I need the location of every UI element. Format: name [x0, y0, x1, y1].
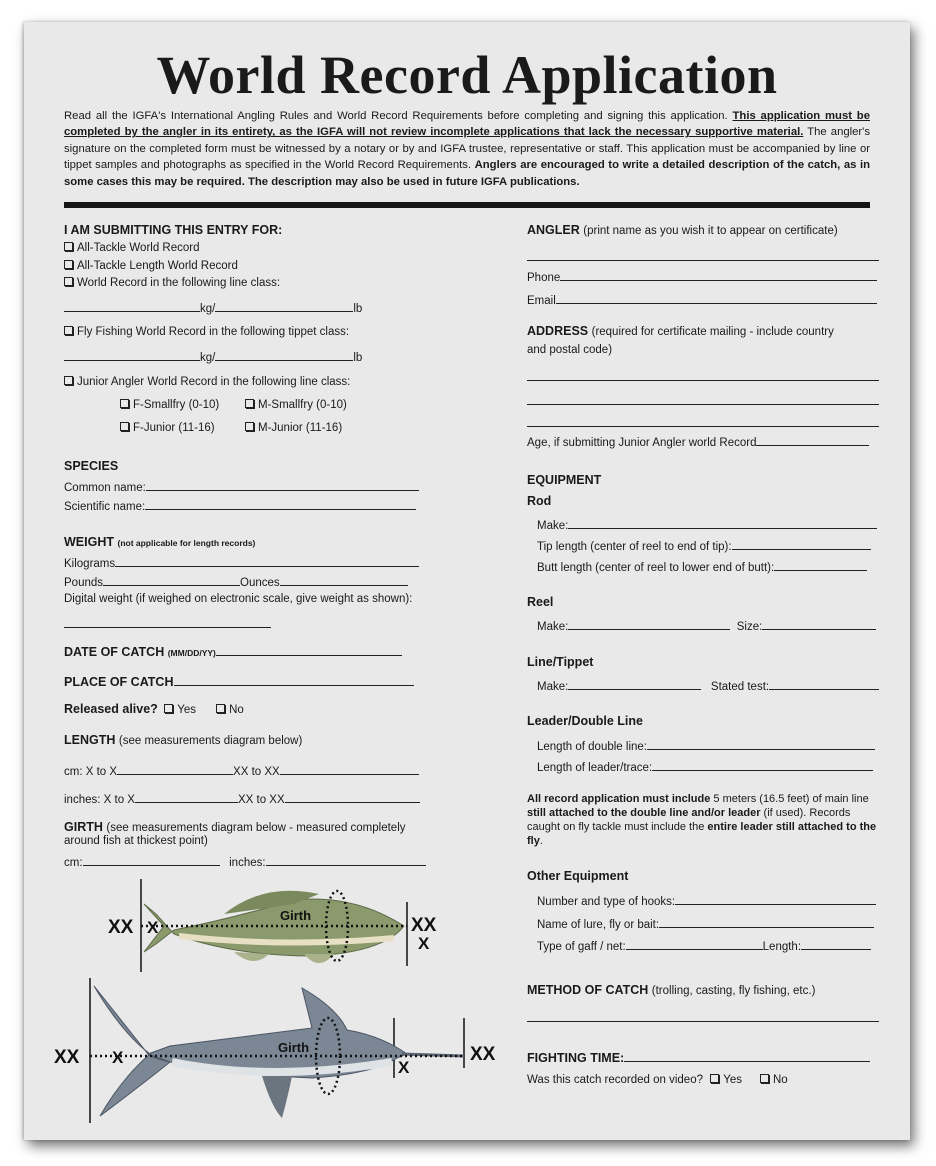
video-no-checkbox[interactable] [760, 1074, 769, 1083]
video-yes-checkbox[interactable] [710, 1074, 719, 1083]
fighting-time-field[interactable] [624, 1050, 870, 1062]
place-heading: PLACE OF CATCH [64, 675, 174, 689]
age-row [527, 434, 869, 449]
swordfish-icon [94, 986, 407, 1116]
rule-text-b: 5 meters (16.5 feet) of main line [710, 793, 869, 805]
tip-length-label: Tip length (center of reel to end of tip): [537, 541, 732, 553]
released-yes-checkbox[interactable] [164, 704, 173, 713]
rod-make-field[interactable] [568, 517, 877, 529]
tippet-lb-field[interactable] [215, 349, 353, 361]
lb-label: lb [353, 303, 363, 315]
bass-x-right-label: X [418, 934, 430, 953]
address-field-1[interactable] [527, 369, 879, 381]
girth-cm-field[interactable] [83, 854, 220, 866]
swordfish-pectoral-fin [262, 1076, 292, 1118]
line-tippet-heading: Line/Tippet [527, 655, 594, 669]
video-label: Was this catch recorded on video? [527, 1074, 703, 1086]
released-no-label: No [229, 704, 244, 716]
junior-m-junior[interactable] [245, 422, 342, 434]
kilograms-label: Kilograms [64, 558, 116, 570]
equipment-heading: EQUIPMENT [527, 473, 602, 487]
intro-text-2: This application must be completed by the angler in its entirety, as the IGFA will not review incomplete applications that lack the necessary supportive material. [64, 110, 870, 139]
address-line-1 [527, 369, 879, 384]
leader-heading: Leader/Double Line [527, 714, 643, 728]
weight-heading-text: WEIGHT [64, 535, 114, 549]
released-label: Released alive? [64, 702, 158, 716]
length-inches-row [64, 791, 420, 806]
bass-xx-left-label: XX [108, 917, 134, 938]
application-form [24, 22, 910, 1140]
option-label: F-Smallfry (0-10) [133, 399, 220, 411]
phone-label: Phone [527, 272, 561, 284]
pounds-field[interactable] [103, 574, 240, 586]
junior-f-junior[interactable] [120, 422, 215, 434]
species-heading: SPECIES [64, 459, 119, 473]
email-row [527, 292, 877, 307]
hooks-field[interactable] [675, 893, 876, 905]
address-line-2 [527, 393, 879, 408]
option-label: M-Smallfry (0-10) [258, 399, 347, 411]
swordfish-xx-right-label: XX [470, 1044, 496, 1065]
ounces-field[interactable] [280, 574, 408, 586]
address-field-2[interactable] [527, 393, 879, 405]
address-line-3 [527, 415, 879, 430]
common-name-label: Common name: [64, 482, 146, 494]
option-label: World Record in the following line class: [77, 277, 281, 289]
common-name-field[interactable] [146, 479, 419, 491]
line-class-lb-field[interactable] [215, 300, 353, 312]
method-field[interactable] [527, 1010, 879, 1022]
rule-text-d: (if used). Records caught on fly tackle must include the [527, 807, 851, 833]
option-line-class[interactable] [64, 277, 280, 289]
swordfish-x-right-label: X [398, 1058, 410, 1077]
released-yes-label: Yes [177, 704, 197, 716]
length-cm-row [64, 763, 419, 778]
tip-length-field[interactable] [732, 538, 871, 550]
place-of-catch-row [64, 674, 414, 689]
other-equipment-heading: Other Equipment [527, 869, 629, 883]
junior-f-smallfry[interactable] [120, 399, 219, 411]
girth-inches-field[interactable] [266, 854, 426, 866]
page-title: World Record Application [156, 45, 778, 105]
phone-field[interactable] [560, 269, 877, 281]
length-inches-x-field[interactable] [135, 791, 238, 803]
submit-heading: I AM SUBMITTING THIS ENTRY FOR: [64, 223, 283, 237]
lb-label: lb [353, 352, 363, 364]
double-line-row [537, 738, 875, 753]
double-line-label: Length of double line: [537, 741, 647, 753]
girth-row [64, 854, 426, 869]
option-fly-fishing[interactable] [64, 326, 349, 338]
kilograms-field[interactable] [115, 555, 419, 567]
option-label: All-Tackle World Record [77, 242, 200, 254]
checkbox[interactable] [64, 260, 73, 269]
phone-row [527, 269, 877, 284]
girth-note: (see measurements diagram below - measured completely [106, 822, 406, 834]
option-label: F-Junior (11-16) [133, 422, 215, 434]
option-junior-angler[interactable] [64, 376, 350, 388]
line-make-label: Make: [537, 681, 569, 693]
reel-row [537, 618, 876, 633]
checkbox[interactable] [64, 326, 73, 335]
length-cm-x-field[interactable] [117, 763, 233, 775]
lure-label: Name of lure, fly or bait: [537, 919, 660, 931]
girth-cm-label: cm: [64, 857, 83, 869]
rule-text-a: All record application must include [527, 793, 711, 805]
intro-text-1: Read all the IGFA's International Angling Rules and World Record Requirements before completing and signing this application. [64, 110, 733, 122]
length-note: (see measurements diagram below) [118, 735, 303, 747]
checkbox[interactable] [64, 277, 73, 286]
length-cm-xx-field[interactable] [280, 763, 419, 775]
butt-length-field[interactable] [774, 559, 867, 571]
checkbox[interactable] [245, 422, 254, 431]
method-note: (trolling, casting, fly fishing, etc.) [651, 985, 816, 997]
line-row [537, 678, 879, 693]
gaff-length-label: Length: [762, 941, 802, 953]
option-label: Junior Angler World Record in the following line class: [77, 376, 351, 388]
address-field-3[interactable] [527, 415, 879, 427]
digital-weight-row [64, 616, 271, 631]
gaff-length-field[interactable] [801, 938, 871, 950]
butt-length-row [537, 559, 867, 574]
address-heading [527, 324, 834, 338]
age-field[interactable] [756, 434, 869, 446]
option-label: All-Tackle Length World Record [77, 260, 238, 272]
tippet-kg-field[interactable] [64, 349, 200, 361]
email-field[interactable] [556, 292, 877, 304]
scientific-name-label: Scientific name: [64, 501, 146, 513]
reel-size-label: Size: [736, 621, 763, 633]
option-all-tackle[interactable] [64, 242, 200, 254]
rule-text-e: entire leader still attached to the fly [527, 821, 877, 847]
bass-x-left-label: X [147, 918, 159, 937]
angler-heading [527, 223, 838, 237]
fighting-time-row [527, 1050, 870, 1065]
address-note-2: and postal code) [527, 344, 613, 356]
intro-text-4: Anglers are encouraged to write a detailed description of the catch, as in some cases this may be required. The description may also be used in future IGFA publications. [64, 159, 871, 188]
address-heading-text: ADDRESS [527, 324, 589, 338]
intro-text-3: The angler's signature on the completed form must be witnessed by a notary or by and IGFA trustee, representative or staff. This application must be accompanied by line or tippet samples and photographs as specified in the World Record Requirements. [64, 126, 870, 172]
girth-heading [64, 820, 406, 834]
leader-trace-label: Length of leader/trace: [537, 762, 653, 774]
instructions-paragraph [64, 108, 870, 190]
hooks-row [537, 893, 876, 908]
method-heading [527, 983, 815, 997]
tip-length-row [537, 538, 871, 553]
method-heading-text: METHOD OF CATCH [527, 983, 649, 997]
checkbox[interactable] [64, 242, 73, 251]
swordfish-x-left-label: X [112, 1048, 124, 1067]
xx-label: XX to XX [233, 766, 280, 778]
digital-weight-label: Digital weight (if weighed on electronic scale, give weight as shown): [64, 593, 413, 605]
digital-weight-field[interactable] [64, 616, 271, 628]
reel-size-field[interactable] [762, 618, 876, 630]
date-note: (MM/DD/YY) [167, 648, 216, 658]
girth-note-2: around fish at thickest point) [64, 835, 208, 847]
checkbox[interactable] [120, 422, 129, 431]
kg-label: kg/ [200, 303, 216, 315]
double-line-field[interactable] [647, 738, 875, 750]
email-label: Email [527, 295, 556, 307]
leader-trace-field[interactable] [652, 759, 873, 771]
length-heading [64, 733, 302, 747]
rule-text-c: still attached to the double line and/or leader [527, 807, 761, 819]
scientific-name-row [64, 498, 416, 513]
swordfish-girth-label: Girth [278, 1040, 310, 1055]
lure-field[interactable] [659, 916, 874, 928]
angler-note: (print name as you wish it to appear on certificate) [583, 225, 838, 237]
place-field[interactable] [174, 674, 414, 686]
leader-trace-row [537, 759, 873, 774]
swordfish-xx-left-label: XX [54, 1047, 80, 1068]
line-class-kg-field[interactable] [64, 300, 200, 312]
length-heading-text: LENGTH [64, 733, 116, 747]
rod-make-label: Make: [537, 520, 569, 532]
girth-heading-text: GIRTH [64, 820, 103, 834]
line-make-field[interactable] [568, 678, 701, 690]
rod-make-row [537, 517, 877, 532]
rule-text-f: . [539, 835, 543, 847]
reel-make-label: Make: [537, 621, 569, 633]
heading-divider [64, 202, 870, 208]
angler-name-row [527, 249, 879, 264]
video-row [527, 1074, 788, 1086]
kilograms-row [64, 555, 419, 570]
length-inches-xx-field[interactable] [285, 791, 420, 803]
option-label: Fly Fishing World Record in the following tippet class: [77, 326, 350, 338]
xx-label: XX to XX [237, 794, 285, 806]
stated-test-field[interactable] [769, 678, 879, 690]
bass-measurement-diagram [84, 874, 454, 980]
video-no-label: No [772, 1074, 788, 1086]
stated-test-label: Stated test: [710, 681, 770, 693]
bass-xx-right-label: XX [411, 915, 437, 936]
pounds-ounces-row [64, 574, 408, 589]
line-class-fields [64, 300, 362, 315]
released-row [64, 702, 244, 716]
angler-heading-text: ANGLER [527, 223, 580, 237]
fighting-time-label: FIGHTING TIME: [527, 1051, 625, 1065]
line-sample-rule [527, 792, 879, 848]
junior-m-smallfry[interactable] [245, 399, 347, 411]
swordfish-measurement-diagram [52, 978, 502, 1128]
method-row [527, 1010, 879, 1025]
tippet-class-fields [64, 349, 362, 364]
bass-fish-icon [144, 899, 404, 956]
checkbox[interactable] [120, 399, 129, 408]
option-all-tackle-length[interactable] [64, 260, 238, 272]
address-note: (required for certificate mailing - include country [591, 326, 834, 338]
butt-length-label: Butt length (center of reel to lower end of butt): [537, 562, 775, 574]
angler-name-field[interactable] [527, 249, 879, 261]
date-field[interactable] [216, 644, 402, 656]
common-name-row [64, 479, 419, 494]
cm-x-label: cm: X to X [64, 766, 118, 778]
video-yes-label: Yes [723, 1074, 742, 1086]
hooks-label: Number and type of hooks: [537, 896, 676, 908]
gaff-row [537, 938, 871, 953]
inches-x-label: inches: X to X [64, 794, 135, 806]
ounces-label: Ounces [240, 577, 280, 589]
kg-label: kg/ [200, 352, 216, 364]
checkbox[interactable] [245, 399, 254, 408]
age-label: Age, if submitting Junior Angler world Record [527, 437, 757, 449]
released-no-checkbox[interactable] [216, 704, 225, 713]
date-heading: DATE OF CATCH [64, 645, 165, 659]
option-label: M-Junior (11-16) [258, 422, 343, 434]
reel-heading: Reel [527, 595, 554, 609]
weight-heading [64, 535, 255, 549]
girth-inches-label: inches: [229, 857, 266, 869]
weight-note: (not applicable for length records) [117, 538, 256, 548]
pounds-label: Pounds [64, 577, 104, 589]
date-of-catch-row [64, 644, 402, 659]
reel-make-field[interactable] [568, 618, 730, 630]
lure-row [537, 916, 874, 931]
gaff-label: Type of gaff / net: [537, 941, 626, 953]
scientific-name-field[interactable] [145, 498, 416, 510]
checkbox[interactable] [64, 376, 73, 385]
bass-girth-label: Girth [280, 908, 312, 923]
rod-heading: Rod [527, 494, 552, 508]
gaff-field[interactable] [626, 938, 763, 950]
